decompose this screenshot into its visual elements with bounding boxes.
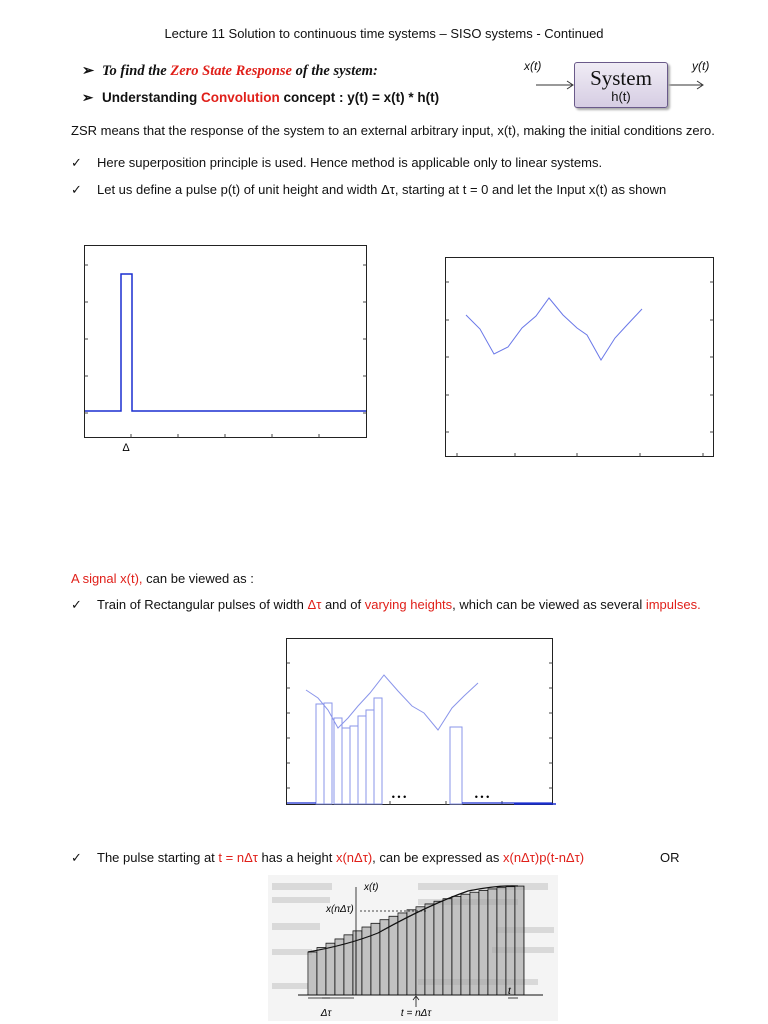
check-item-pulse-height: ✓ The pulse starting at t = nΔτ has a height x(nΔτ), can be expressed as x(nΔτ)p(t-nΔτ) bbox=[71, 850, 585, 865]
zsr-paragraph: ZSR means that the response of the system to an external arbitrary input, x(t), making the initial conditions zero. bbox=[71, 123, 715, 138]
stair-bar bbox=[497, 888, 506, 995]
arrow-bullet-icon: ➢ bbox=[82, 63, 95, 79]
lecture-title: Lecture 11 Solution to continuous time systems – SISO systems - Continued bbox=[164, 26, 604, 41]
input-signal-plot bbox=[445, 257, 715, 459]
stair-bar bbox=[335, 939, 344, 995]
label-t: t bbox=[508, 986, 511, 997]
stair-bar bbox=[506, 887, 515, 995]
staircase-figure bbox=[268, 875, 558, 1021]
stair-bar bbox=[443, 899, 452, 995]
label-dt: Δτ bbox=[320, 1008, 332, 1019]
check-item-superposition: ✓ Here superposition principle is used. Hence method is applicable only to linear systems. bbox=[71, 155, 603, 170]
stair-bar bbox=[317, 948, 326, 995]
or-label: OR bbox=[660, 850, 680, 865]
label-tn: t = nΔτ bbox=[400, 1008, 432, 1019]
checkmark-icon: ✓ bbox=[71, 850, 82, 865]
stair-bar bbox=[389, 916, 398, 995]
bullet-zero-state: ➢ To find the Zero State Response of the system: bbox=[82, 63, 378, 79]
system-box-title: System bbox=[590, 66, 652, 90]
pulse-train-plot bbox=[286, 638, 558, 818]
train-plot-ticks bbox=[287, 663, 553, 805]
output-label: y(t) bbox=[692, 59, 710, 73]
stair-bar bbox=[308, 952, 317, 995]
pulse-tick-label: Δ bbox=[122, 442, 130, 454]
checkmark-icon: ✓ bbox=[71, 597, 82, 612]
train-plot-frame bbox=[287, 639, 553, 805]
ellipsis-dots-2: • • • bbox=[474, 792, 490, 802]
signal-plot-frame bbox=[446, 258, 714, 457]
bullet-convolution: ➢ Understanding Convolution concept : y(t) = x(t) * h(t) bbox=[82, 90, 440, 105]
stair-bar bbox=[425, 904, 434, 995]
pulse-plot bbox=[84, 245, 368, 459]
stair-bar bbox=[470, 892, 479, 995]
stair-bar bbox=[488, 889, 497, 995]
signal-plot-ticks bbox=[446, 282, 714, 457]
stair-bar bbox=[461, 894, 470, 995]
stair-bar bbox=[407, 910, 416, 995]
pulse-trace bbox=[85, 274, 366, 411]
system-box bbox=[574, 62, 668, 108]
arrow-bullet-icon: ➢ bbox=[82, 90, 94, 105]
input-signal-trace bbox=[466, 298, 642, 360]
label-xndt: x(nΔτ) bbox=[326, 904, 354, 915]
train-pulses bbox=[316, 698, 462, 804]
stair-bar bbox=[515, 886, 524, 995]
stair-bar bbox=[326, 943, 335, 995]
stair-bar bbox=[434, 901, 443, 995]
stair-bar bbox=[398, 913, 407, 995]
checkmark-icon: ✓ bbox=[71, 155, 82, 170]
ellipsis-dots-1: • • • bbox=[391, 792, 407, 802]
checkmark-icon: ✓ bbox=[71, 182, 82, 197]
system-box-sub: h(t) bbox=[611, 89, 631, 104]
check-item-pulse-def: ✓ Let us define a pulse p(t) of unit height and width Δτ, starting at t = 0 and let the Input x(t) as shown bbox=[71, 182, 667, 197]
signal-view-heading: A signal x(t), can be viewed as : bbox=[71, 571, 254, 586]
stair-bar bbox=[479, 890, 488, 995]
input-label: x(t) bbox=[524, 59, 542, 73]
stair-bar bbox=[452, 896, 461, 995]
label-xt: x(t) bbox=[364, 882, 379, 893]
stair-bar bbox=[416, 907, 425, 995]
check-item-train: ✓ Train of Rectangular pulses of width Δτ and of varying heights, which can be viewed as several impulses. bbox=[71, 597, 701, 612]
